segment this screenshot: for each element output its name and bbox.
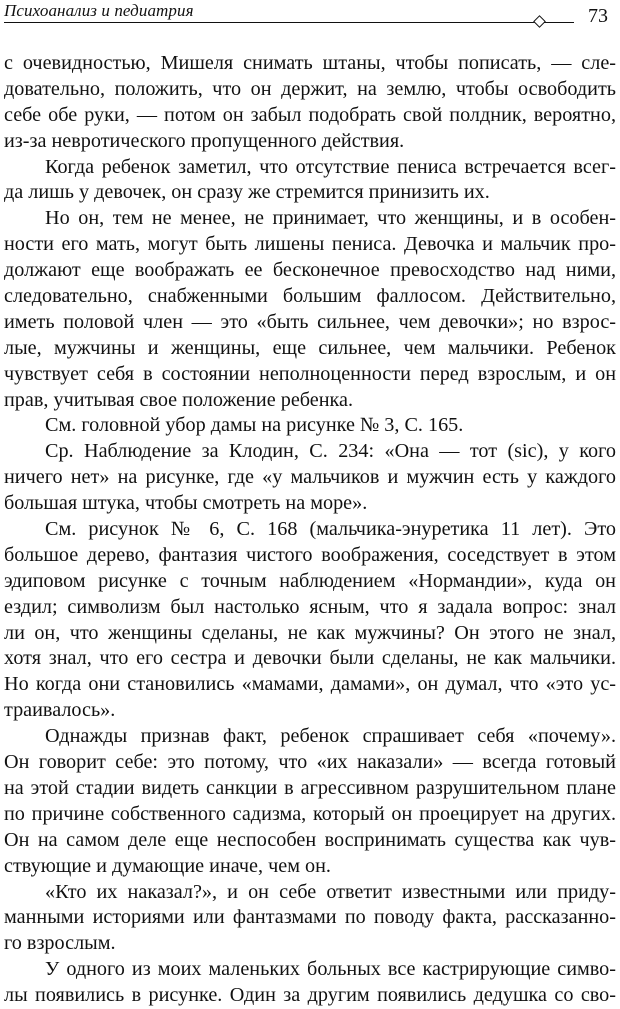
header-rule-end: [544, 22, 574, 23]
text-line: большая штука, чтобы смотреть на море».: [4, 492, 368, 515]
text-line: с очевидностью, Мишеля снимать штаны, чтобы пописать, — сле-: [4, 52, 616, 74]
text-line: должают еще воображать ее бесконечное превосходство над ними,: [4, 259, 616, 282]
text-line: Но когда они становились «мамами, дамами», он думал, что «это ус-: [4, 673, 616, 696]
text-line: эдиповом рисунке с точным наблюдением «Нормандии», куда он: [4, 569, 616, 592]
text-line: Но он, тем не менее, не принимает, что женщины, и в особен-: [45, 207, 616, 230]
text-line: себе обе руки, — потом он забыл подобрать свой полдник, вероятно,: [4, 103, 616, 126]
text-line: лые, мужчины и женщины, еще сильнее, чем мальчики. Ребенок: [4, 336, 616, 359]
text-line: Однажды признав факт, ребенок спрашивает себя «почему».: [45, 725, 616, 748]
running-head: [4, 0, 616, 32]
text-line: следовательно, снабженными большим фаллосом. Действительно,: [4, 285, 616, 308]
text-line: большое дерево, фантазия чистого воображения, соседствует в этом: [4, 543, 616, 566]
text-line: прав, учитывая свое положение ребенка.: [4, 388, 354, 411]
text-line: иметь половой член — это «быть сильнее, чем девочки»; но взрос-: [4, 310, 616, 333]
running-title: Психоанализ и педиатрия: [4, 1, 194, 20]
text-line: См. головной убор дамы на рисунке № 3, С. 165.: [45, 414, 464, 437]
text-line: го взрослым.: [4, 932, 116, 955]
page-number: 73: [588, 5, 608, 27]
text-line: ности его мать, могут быть лишены пениса. Девочка и мальчик про-: [4, 233, 616, 256]
text-line: чувствует себя в состоянии неполноценности перед взрослым, и он: [4, 362, 616, 385]
text-line: Когда ребенок заметил, что отсутствие пениса встречается всег-: [45, 155, 616, 178]
text-line: ли он, что женщины сделаны, не как мужчины? Он этого не знал,: [4, 621, 616, 644]
text-line: У одного из моих маленьких больных все кастрирующие симво-: [45, 958, 616, 981]
text-line: на этой стадии видеть санкции в агрессивном разрушительном плане: [4, 776, 616, 799]
text-line: Он на самом деле еще неспособен воспринимать существа как чув-: [4, 828, 616, 851]
text-line: по причине собственного садизма, который он проецирует на других.: [4, 802, 616, 825]
text-line: См. рисунок № 6, С. 168 (мальчика-энуретика 11 лет). Это: [45, 518, 616, 541]
text-line: Ср. Наблюдение за Клодин, С. 234: «Она — тот (sic), у кого: [45, 440, 616, 463]
text-line: Он говорит себе: это потому, что «их наказали» — всегда готовый: [4, 751, 616, 774]
text-line: траивалось».: [4, 699, 116, 722]
header-rule: [4, 22, 539, 23]
text-line: лы появились в рисунке. Один за другим появились дедушка со сво-: [4, 984, 616, 1007]
text-line: из-за невротического пропущенного действия.: [4, 129, 405, 152]
text-line: ствующие и думающие иначе, чем он.: [4, 854, 331, 877]
text-line: да лишь у девочек, он сразу же стремится принизить их.: [4, 181, 490, 204]
text-line: ничего нет» на рисунке, где «у мальчиков и мужчин есть у каждого: [4, 466, 616, 489]
text-line: манными историями или фантазмами по поводу факта, рассказанно-: [4, 906, 616, 929]
text-line: ездил; символизм был настолько ясным, что я задала вопрос: знал: [4, 595, 616, 618]
text-line: довательно, положить, что он держит, на землю, чтобы освободить: [4, 77, 616, 100]
body-text: [4, 51, 616, 1009]
text-line: «Кто их наказал?», и он себе ответит известными или приду-: [45, 880, 616, 903]
text-line: хотя знал, что его сестра и девочки были сделаны, не как мальчики.: [4, 647, 616, 670]
